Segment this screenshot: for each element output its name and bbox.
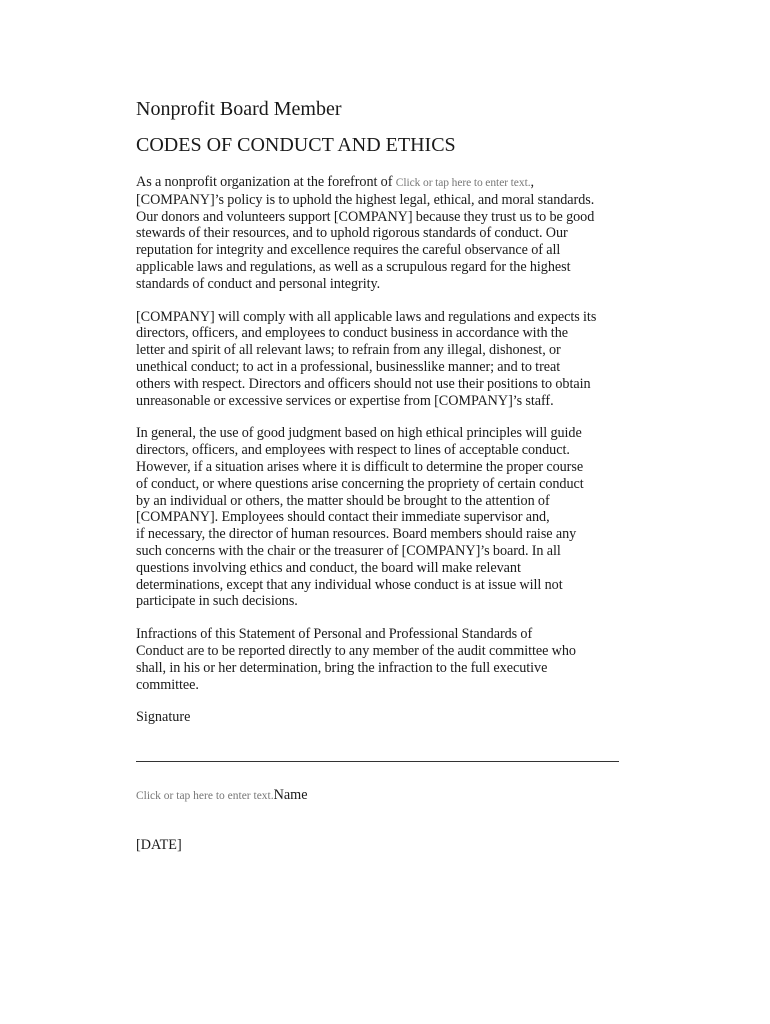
intro-paragraph — [136, 174, 636, 293]
signature-line[interactable] — [136, 761, 619, 762]
paragraph-line: questions involving ethics and conduct, the board will make relevant — [136, 559, 521, 576]
paragraph-line: standards of conduct and personal integrity. — [136, 275, 381, 292]
paragraph-line: directors, officers, and employees with respect to lines of acceptable conduct. — [136, 442, 570, 459]
paragraph-line: determinations, except that any individual whose conduct is at issue will not — [136, 576, 563, 593]
paragraph-line: unreasonable or excessive services or expertise from [COMPANY]’s staff. — [136, 392, 554, 409]
paragraph-line: by an individual or others, the matter should be brought to the attention of — [136, 492, 550, 509]
paragraph-line: such concerns with the chair or the treasurer of [COMPANY]’s board. In all — [136, 542, 561, 559]
date-field[interactable]: [DATE] — [136, 837, 182, 853]
paragraph-line: However, if a situation arises where it is difficult to determine the proper course — [136, 458, 584, 475]
paragraph-line: stewards of their resources, and to uphold rigorous standards of conduct. Our — [136, 225, 568, 242]
name-row — [136, 786, 308, 805]
document-page — [136, 96, 636, 853]
paragraph-line: [COMPANY]. Employees should contact their immediate supervisor and, — [136, 509, 550, 526]
paragraph-line: [COMPANY] will comply with all applicable laws and regulations and expects its — [136, 308, 597, 325]
paragraph-line: if necessary, the director of human resources. Board members should raise any — [136, 526, 577, 543]
paragraph-line: letter and spirit of all relevant laws; to refrain from any illegal, dishonest, or — [136, 342, 561, 359]
compliance-paragraph — [136, 309, 636, 410]
name-placeholder[interactable]: Click or tap here to enter text. — [136, 790, 274, 802]
paragraph-line: applicable laws and regulations, as well as a scrupulous regard for the highest — [136, 258, 571, 275]
paragraph-line: Our donors and volunteers support [COMPANY] because they trust us to be good — [136, 208, 595, 225]
paragraph-line: [COMPANY]’s policy is to uphold the highest legal, ethical, and moral standards. — [136, 191, 595, 208]
document-subtitle: CODES OF CONDUCT AND ETHICS — [136, 134, 456, 156]
paragraph-line: committee. — [136, 676, 199, 693]
infractions-paragraph — [136, 626, 636, 693]
paragraph-line: directors, officers, and employees to conduct business in accordance with the — [136, 325, 568, 342]
paragraph-line: reputation for integrity and excellence requires the careful observance of all — [136, 242, 561, 259]
paragraph-line: of conduct, or where questions arise concerning the propriety of certain conduct — [136, 475, 584, 492]
judgment-paragraph — [136, 425, 636, 610]
name-label: Name — [273, 787, 308, 803]
paragraph-line: shall, in his or her determination, bring the infraction to the full executive — [136, 659, 548, 676]
paragraph-line: others with respect. Directors and officers should not use their positions to obtain — [136, 375, 591, 392]
paragraph-line: In general, the use of good judgment based on high ethical principles will guide — [136, 425, 582, 442]
paragraph-line: As a nonprofit organization at the forefront of Click or tap here to enter text., — [136, 174, 535, 190]
signature-label: Signature — [136, 709, 191, 726]
paragraph-line: unethical conduct; to act in a professional, businesslike manner; and to treat — [136, 358, 561, 375]
organization-name-placeholder[interactable]: Click or tap here to enter text. — [395, 177, 531, 189]
document-title: Nonprofit Board Member — [136, 98, 342, 120]
paragraph-line: Infractions of this Statement of Personal and Professional Standards of — [136, 626, 533, 643]
paragraph-line: participate in such decisions. — [136, 593, 298, 610]
paragraph-line: Conduct are to be reported directly to any member of the audit committee who — [136, 642, 576, 659]
